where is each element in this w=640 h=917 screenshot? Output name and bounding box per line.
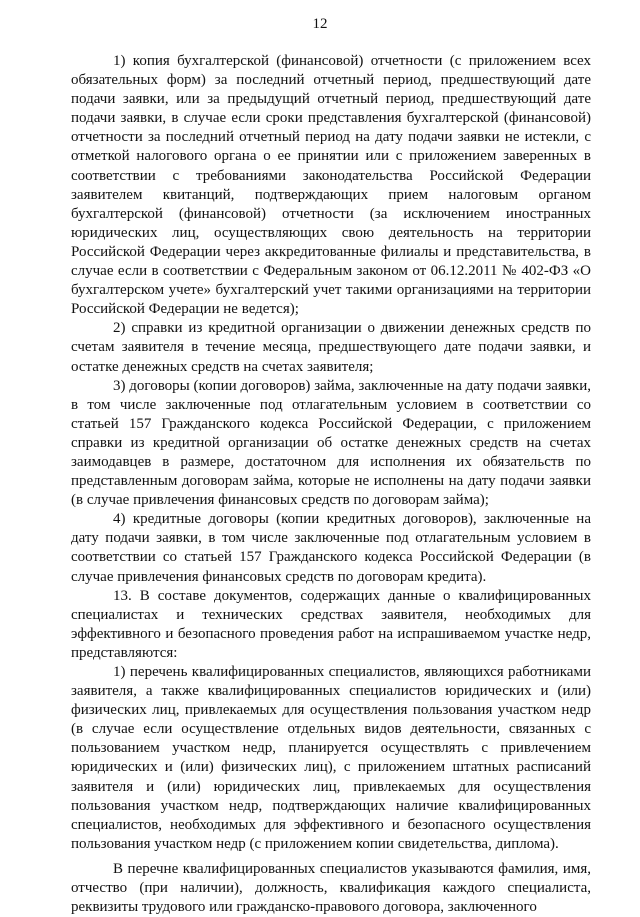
paragraph-section-13: 13. В составе документов, содержащих данные о квалифицированных специалистах и технических средствах заявителя, необходимых для эффективного и безопасного проведения работ на испрашиваемом участке недр, представляются: — [71, 587, 591, 661]
page-number: 12 — [312, 16, 328, 32]
paragraph-credit-agreements: 4) кредитные договоры (копии кредитных договоров), заключенные на дату подачи заявки, в том числе заключенные под отлагательным условием в соответствии со статьей 157 Гражданского кодекса Российской Федерации (в случае привлечения финансовых средств по договорам кредита). — [71, 511, 591, 585]
paragraph-specialists-list: 1) перечень квалифицированных специалистов, являющихся работниками заявителя, а также квалифицированных специалистов юридических и (или) физических лиц, привлекаемых для осуществления пользования участком недр (в случае если осуществление отдельных видов деятельности, связанных с пользованием участком недр, планируется осуществлять с привлечением юридических и (или) физических лиц), с приложением штатных расписаний заявителя и (или) юридических лиц, привлекаемых для осуществления пользования участком недр, подтверждающих наличие квалифицированных специалистов, необходимых для эффективного и безопасного осуществления пользования участком недр (с приложением копии свидетельства, диплома). — [71, 664, 591, 852]
document-body — [71, 52, 591, 917]
paragraph-specialists-details: В перечне квалифицированных специалистов указываются фамилия, имя, отчество (при наличии), должность, квалификация каждого специалиста, реквизиты трудового или гражданско-правового договора, заключенного — [71, 860, 591, 916]
paragraph-financial-statements: 1) копия бухгалтерской (финансовой) отчетности (с приложением всех обязательных форм) за последний отчетный период, предшествующий дате подачи заявки, или за предыдущий отчетный период, предшествующий дате подачи заявки, в случае если сроки представления бухгалтерской (финансовой) отчетности за последний отчетный период на дату подачи заявки не истекли, с отметкой налогового органа о ее принятии или с приложением заверенных в соответствии с требованиями законодательства Российской Федерации заявителем квитанций, подтверждающих прием налоговым органом бухгалтерской (финансовой) отчетности (за исключением иностранных юридических лиц, осуществляющих свою деятельность на территории Российской Федерации через аккредитованные филиалы и представительства, в случае если в соответствии с Федеральным законом от 06.12.2011 № 402-ФЗ «О бухгалтерском учете» бухгалтерский учет такими организациями на территории Российской Федерации не ведется); — [71, 53, 591, 318]
paragraph-loan-agreements: 3) договоры (копии договоров) займа, заключенные на дату подачи заявки, в том числе заключенные под отлагательным условием в соответствии со статьей 157 Гражданского кодекса Российской Федерации, с приложением справки из кредитной организации об остатке денежных средств на счетах заимодавцев в размере, достаточном для исполнения их обязательств по представленным договорам займа, которые не исполнены на дату подачи заявки (в случае привлечения финансовых средств по договорам займа); — [71, 377, 591, 509]
paragraph-bank-statements: 2) справки из кредитной организации о движении денежных средств по счетам заявителя в течение месяца, предшествующего дате подачи заявки, и остатке денежных средств на счетах заявителя; — [71, 320, 591, 375]
